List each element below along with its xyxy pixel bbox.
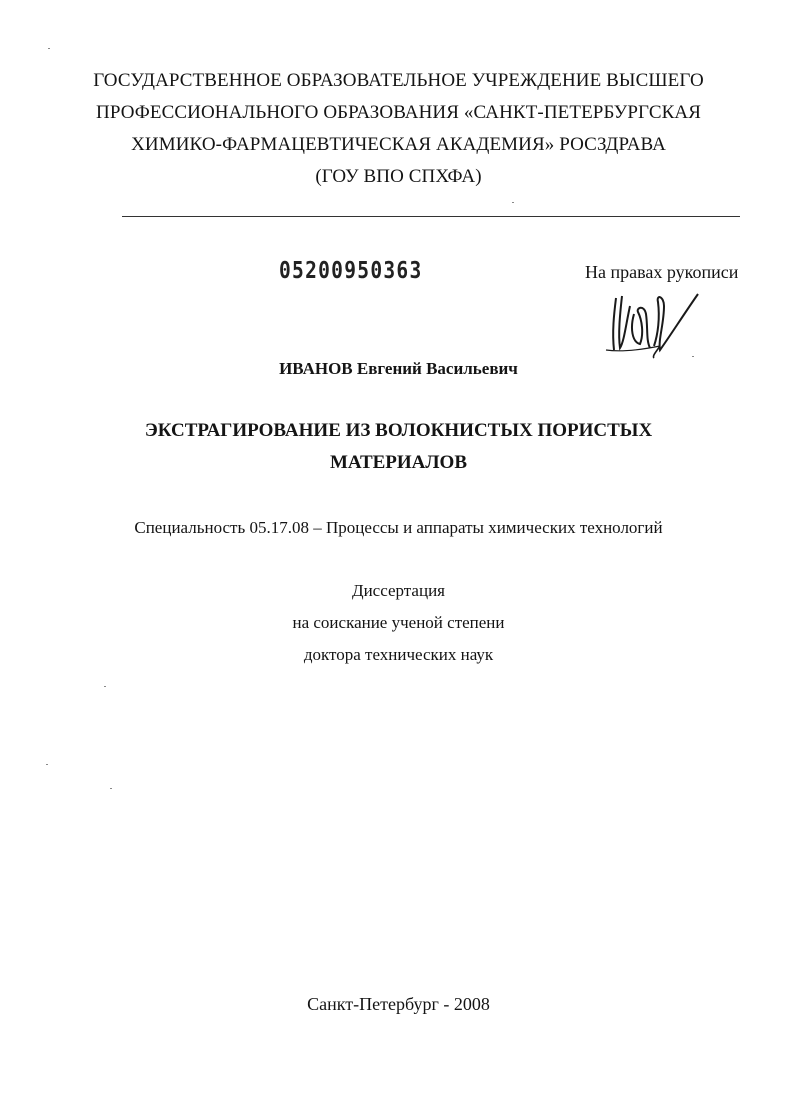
institution-line-1: ГОСУДАРСТВЕННОЕ ОБРАЗОВАТЕЛЬНОЕ УЧРЕЖДЕНИЕ ВЫСШЕГО <box>93 70 704 91</box>
signature-icon <box>600 284 710 360</box>
institution-line-3: ХИМИКО-ФАРМАЦЕВТИЧЕСКАЯ АКАДЕМИЯ» РОСЗДРАВА <box>131 134 666 155</box>
registration-code: 05200950363 <box>279 258 423 284</box>
degree-line-1: Диссертация <box>351 581 445 600</box>
degree-line-2: на соискание ученой степени <box>292 613 505 632</box>
dissertation-title-line-1: ЭКСТРАГИРОВАНИЕ ИЗ ВОЛОКНИСТЫХ ПОРИСТЫХ <box>144 420 653 441</box>
city-year: Санкт-Петербург - 2008 <box>307 994 490 1014</box>
scan-speck <box>692 356 694 357</box>
scan-speck <box>110 788 112 789</box>
author-name: ИВАНОВ Евгений Васильевич <box>279 359 518 378</box>
scan-speck <box>48 48 50 49</box>
scan-speck <box>104 686 106 687</box>
scan-speck <box>46 764 48 765</box>
specialty-line: Специальность 05.17.08 – Процессы и аппараты химических технологий <box>134 518 663 537</box>
dissertation-title-line-2: МАТЕРИАЛОВ <box>329 452 468 473</box>
institution-line-2: ПРОФЕССИОНАЛЬНОГО ОБРАЗОВАНИЯ «САНКТ-ПЕТЕРБУРГСКАЯ <box>96 102 701 123</box>
institution-abbreviation: (ГОУ ВПО СПХФА) <box>315 166 482 187</box>
manuscript-rights: На правах рукописи <box>585 262 739 282</box>
header-divider <box>122 216 740 217</box>
scan-speck <box>512 202 514 203</box>
degree-line-3: доктора технических наук <box>303 645 494 664</box>
